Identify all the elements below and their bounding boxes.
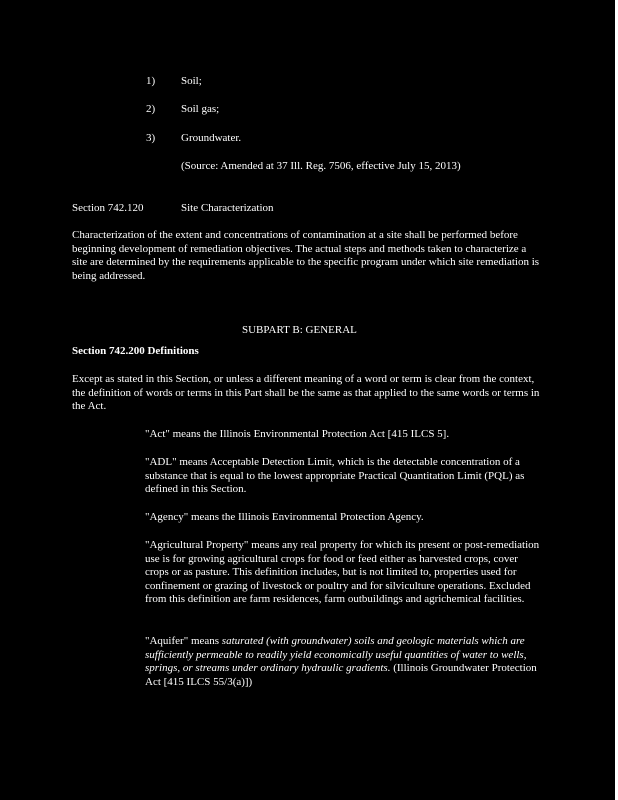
source-note: (Source: Amended at 37 Ill. Reg. 7506, effective July 15, 2013) xyxy=(181,160,461,172)
list-item-soil: Soil; xyxy=(181,75,202,87)
section-200-intro: Except as stated in this Section, or unless a different meaning of a word or term is clear from the context, the definition of words or terms in this Part shall be the same as that applied to the same words or terms in the Act. xyxy=(72,373,540,413)
section-120-number: Section 742.120 xyxy=(72,202,144,214)
list-number-1: 1) xyxy=(146,75,156,87)
aquifer-statutory-text: saturated (with groundwater) soils and geologic materials which are sufficiently permeable to readily yield economically useful quantities of water to wells, springs, or streams under ordinary hydraulic gradients. xyxy=(145,635,527,675)
list-item-groundwater: Groundwater. xyxy=(181,132,242,144)
section-120-title: Site Characterization xyxy=(181,202,274,214)
section-200-heading: Section 742.200 Definitions xyxy=(72,345,199,357)
list-number-3: 3) xyxy=(146,132,156,144)
definition-aquifer xyxy=(145,635,543,689)
definition-agricultural-property: "Agricultural Property" means any real property for which its present or post-remediation use is for growing agricultural crops for food or feed either as harvested crops, cover crops or as pasture. This definition includes, but is not limited to, properties used for confinement or grazing of livestock or poultry and for silviculture operations. Excluded from this definition are farm residences, farm outbuildings and agrichemical facilities. xyxy=(145,539,540,606)
aquifer-term: "Aquifer" means xyxy=(145,635,222,647)
aquifer-citation: (Illinois Groundwater Protection Act [415 ILCS 55/3(a)]) xyxy=(145,662,537,688)
definition-act: "Act" means the Illinois Environmental Protection Act [415 ILCS 5]. xyxy=(145,428,450,440)
definition-agency: "Agency" means the Illinois Environmental Protection Agency. xyxy=(145,511,424,523)
list-number-2: 2) xyxy=(146,103,156,115)
definition-adl: "ADL" means Acceptable Detection Limit, which is the detectable concentration of a substance that is equal to the lowest appropriate Practical Quantitation Limit (PQL) as defined in this Section. xyxy=(145,456,525,496)
list-item-soil-gas: Soil gas; xyxy=(181,103,220,115)
section-120-body: Characterization of the extent and concentrations of contamination at a site shall be performed before beginning development of remediation objectives. The actual steps and methods taken to characterize a site are determined by the requirements applicable to the specific program under which site remediation is being addressed. xyxy=(72,229,540,282)
subpart-heading: SUBPART B: GENERAL xyxy=(242,324,357,336)
